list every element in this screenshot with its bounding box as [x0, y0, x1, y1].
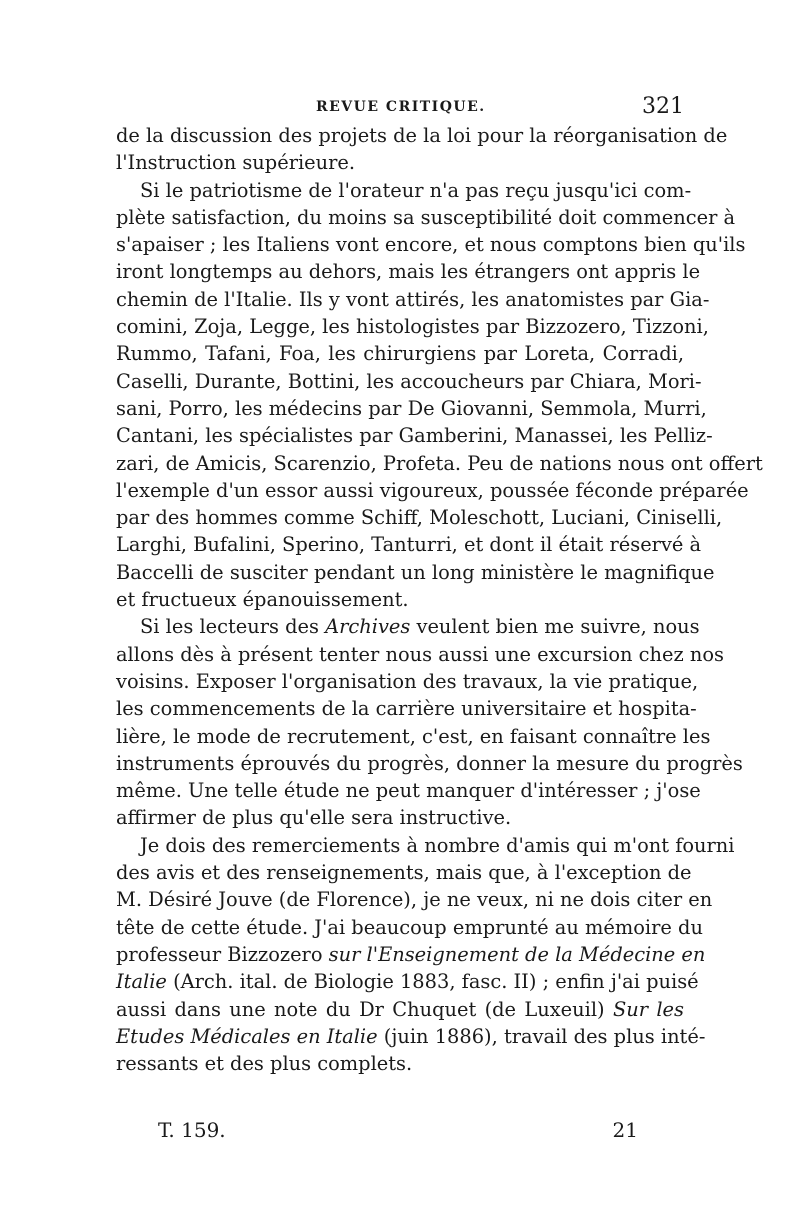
- text-run: lière, le mode de recrutement, c'est, en faisant connaître les: [116, 724, 711, 748]
- text-run: Cantani, les spécialistes par Gamberini, Manassei, les Pelliz-: [116, 424, 713, 448]
- text-line: [116, 777, 701, 804]
- text-line: [116, 613, 700, 640]
- text-line: [116, 313, 709, 340]
- page-number: 321: [642, 94, 684, 119]
- text-run: allons dès à présent tenter nous aussi une excursion chez nos: [116, 642, 724, 666]
- text-line: [116, 832, 735, 859]
- text-run: chemin de l'Italie. Ils y vont attirés, les anatomistes par Gia-: [116, 287, 710, 311]
- text-run: Baccelli de susciter pendant un long ministère le magnifique: [116, 560, 715, 584]
- text-line: [116, 914, 703, 941]
- text-line: [116, 668, 699, 695]
- text-line: [116, 204, 736, 231]
- text-line: [116, 996, 684, 1023]
- text-line: [116, 586, 684, 613]
- text-run: professeur Bizzozero: [116, 942, 329, 966]
- text-run: M. Désiré Jouve (de Florence), je ne veux, ni ne dois citer en: [116, 888, 713, 912]
- text-run: l'Instruction supérieure.: [116, 151, 356, 175]
- text-line: [116, 340, 684, 367]
- text-line: [116, 122, 728, 149]
- text-line: [116, 941, 706, 968]
- text-line: [116, 177, 692, 204]
- text-run: affirmer de plus qu'elle sera instructive.: [116, 806, 512, 830]
- italic-run: Archives: [325, 615, 411, 639]
- text-run: l'exemple d'un essor aussi vigoureux, poussée féconde préparée: [116, 478, 749, 502]
- volume-mark: T. 159.: [158, 1118, 226, 1142]
- signature-mark: 21: [612, 1118, 638, 1142]
- text-run: aussi dans une note du Dr Chuquet (de Luxeuil): [116, 997, 613, 1021]
- text-line: [116, 968, 699, 995]
- text-run: zari, de Amicis, Scarenzio, Profeta. Peu de nations nous ont offert: [116, 451, 763, 475]
- text-run: comini, Zoja, Legge, les histologistes par Bizzozero, Tizzoni,: [116, 315, 709, 339]
- text-line: [116, 559, 715, 586]
- text-run: instruments éprouvés du progrès, donner la mesure du progrès: [116, 751, 743, 775]
- text-run: les commencements de la carrière universitaire et hospita-: [116, 697, 697, 721]
- text-line: [116, 368, 702, 395]
- text-line: [116, 450, 763, 477]
- text-line: [116, 149, 684, 176]
- text-line: [116, 422, 713, 449]
- text-run: voisins. Exposer l'organisation des travaux, la vie pratique,: [116, 669, 699, 693]
- text-run: s'apaiser ; les Italiens vont encore, et nous comptons bien qu'ils: [116, 233, 746, 257]
- text-line: [116, 477, 749, 504]
- text-run: Caselli, Durante, Bottini, les accoucheurs par Chiara, Mori-: [116, 369, 702, 393]
- text-run: iront longtemps au dehors, mais les étrangers ont appris le: [116, 260, 701, 284]
- body-text: [116, 122, 763, 1077]
- text-run: Si le patriotisme de l'orateur n'a pas reçu jusqu'ici com-: [140, 178, 692, 202]
- text-line: [116, 286, 710, 313]
- text-run: et fructueux épanouissement.: [116, 588, 409, 612]
- text-line: [116, 531, 702, 558]
- text-run: (Arch. ital. de Biologie 1883, fasc. II) ; enfin j'ai puisé: [166, 970, 699, 994]
- text-line: [116, 750, 743, 777]
- italic-run: Etudes Médicales en Italie: [116, 1024, 378, 1048]
- text-line: [116, 231, 746, 258]
- text-line: [116, 695, 697, 722]
- text-line: [116, 886, 713, 913]
- text-run: des avis et des renseignements, mais que, à l'exception de: [116, 861, 692, 885]
- text-line: [116, 504, 723, 531]
- text-run: (juin 1886), travail des plus inté-: [377, 1024, 706, 1048]
- page-footer: [158, 1118, 638, 1148]
- text-run: Rummo, Tafani, Foa, les chirurgiens par Loreta, Corradi,: [116, 342, 684, 366]
- text-line: [116, 723, 711, 750]
- text-run: par des hommes comme Schiff, Moleschott, Luciani, Ciniselli,: [116, 506, 723, 530]
- text-line: [116, 1023, 706, 1050]
- running-title: REVUE CRITIQUE.: [316, 99, 486, 115]
- italic-run: Sur les: [612, 997, 684, 1021]
- text-run: même. Une telle étude ne peut manquer d'intéresser ; j'ose: [116, 779, 701, 803]
- text-run: sani, Porro, les médecins par De Giovanni, Semmola, Murri,: [116, 396, 707, 420]
- text-line: [116, 859, 692, 886]
- text-line: [116, 1050, 684, 1077]
- text-run: Larghi, Bufalini, Sperino, Tanturri, et dont il était réservé à: [116, 533, 702, 557]
- text-line: [116, 804, 684, 831]
- text-line: [116, 258, 701, 285]
- italic-run: Italie: [116, 970, 167, 994]
- italic-run: sur l'Enseignement de la Médecine en: [328, 942, 706, 966]
- text-run: tête de cette étude. J'ai beaucoup emprunté au mémoire du: [116, 915, 703, 939]
- text-run: Si les lecteurs des: [140, 615, 326, 639]
- running-header: [116, 94, 684, 122]
- text-run: ressants et des plus complets.: [116, 1052, 413, 1076]
- text-run: de la discussion des projets de la loi pour la réorganisation de: [116, 124, 728, 147]
- text-run: veulent bien me suivre, nous: [410, 615, 700, 639]
- text-run: plète satisfaction, du moins sa susceptibilité doit commencer à: [116, 205, 736, 229]
- text-line: [116, 641, 724, 668]
- text-run: Je dois des remerciements à nombre d'amis qui m'ont fourni: [140, 833, 735, 857]
- text-line: [116, 395, 707, 422]
